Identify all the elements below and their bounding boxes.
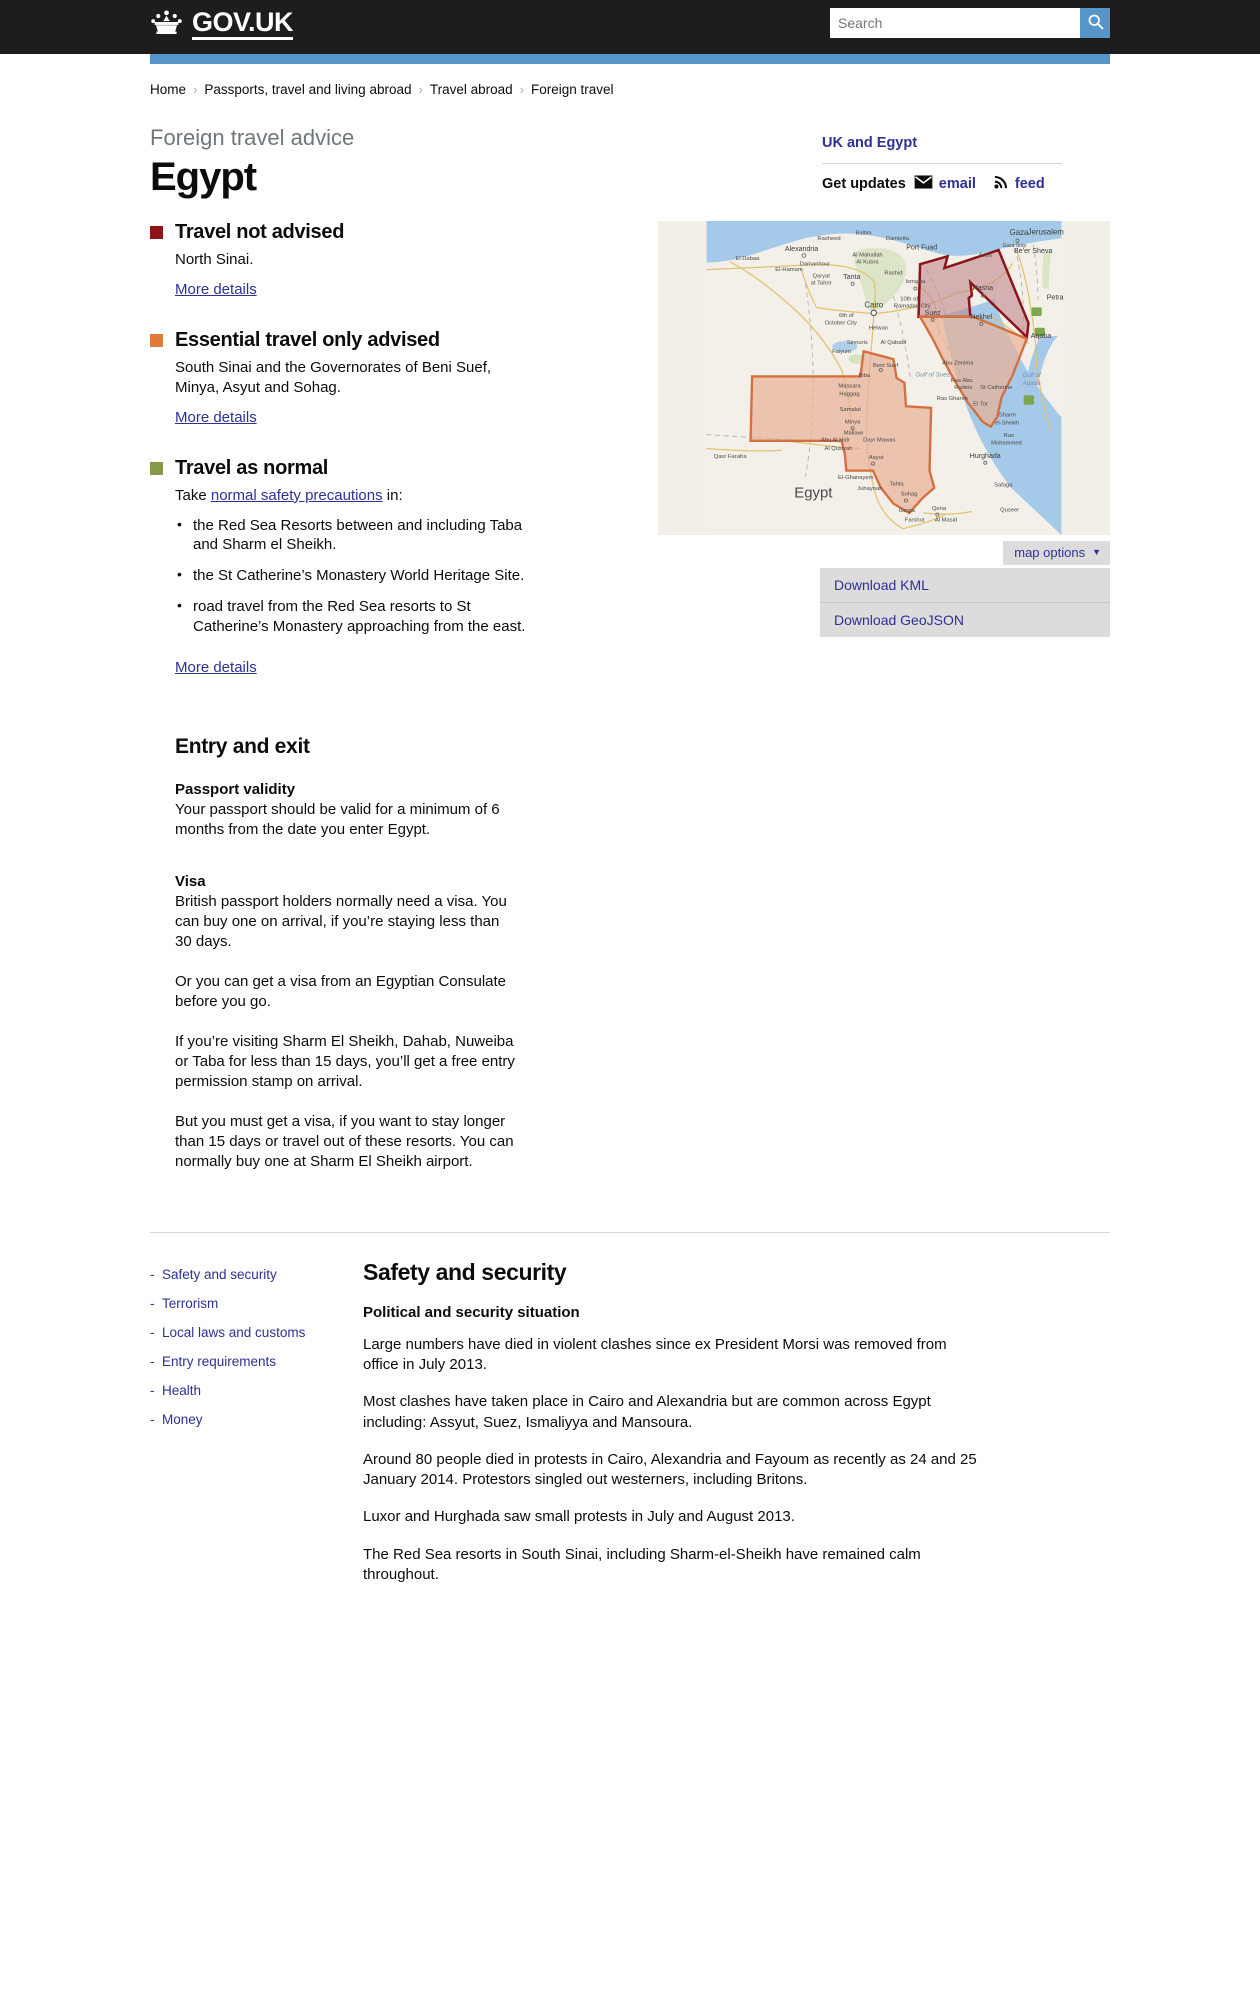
svg-text:Qasr Farafra: Qasr Farafra: [713, 454, 747, 461]
advisory-travel-as-normal: [150, 457, 530, 677]
page-meta: [822, 135, 1062, 193]
svg-text:Faiyum: Faiyum: [832, 349, 852, 356]
visa-paragraph: But you must get a visa, if you want to stay longer than 15 days or travel out of these resorts. You can normally buy one at Sharm El Sheikh airport.: [175, 1112, 514, 1170]
svg-text:Alexandria: Alexandria: [784, 246, 819, 254]
svg-text:Gaza Strip: Gaza Strip: [1002, 243, 1027, 250]
part-nav-item-money[interactable]: [150, 1412, 340, 1427]
more-details-link-orange[interactable]: More details: [175, 408, 257, 426]
more-details-link-green[interactable]: More details: [175, 658, 257, 676]
svg-text:Abu Al Hidr: Abu Al Hidr: [820, 437, 850, 444]
visa-paragraph: British passport holders normally need a visa. You can buy one on arrival, if you’re staying less than 30 days.: [175, 893, 507, 951]
part-nav-link[interactable]: Terrorism: [162, 1295, 219, 1311]
svg-text:Gulf of Suez: Gulf of Suez: [915, 371, 950, 379]
part-nav-item-safety-and-security[interactable]: [150, 1267, 340, 1282]
page-title-block: [150, 125, 1110, 199]
svg-text:Rudeis: Rudeis: [954, 385, 973, 392]
svg-text:Rasheed: Rasheed: [817, 236, 841, 243]
map-options-label: map options: [1014, 545, 1086, 561]
map-country-label: Egypt: [794, 485, 833, 502]
svg-text:Al Qusiyah: Al Qusiyah: [824, 446, 853, 453]
list-item: • the Red Sea Resorts between and including Taba and Sharm el Sheikh.: [175, 516, 530, 556]
govuk-logo-link[interactable]: [150, 9, 293, 40]
svg-text:Baltim: Baltim: [855, 230, 872, 237]
part-nav-link[interactable]: Entry requirements: [162, 1353, 277, 1369]
advisory-title: Travel as normal: [175, 456, 329, 479]
advisory-title: Essential travel only advised: [175, 329, 440, 352]
svg-text:Beni Suef: Beni Suef: [872, 363, 899, 370]
svg-text:Biba: Biba: [858, 373, 871, 380]
advisory-lead-suffix: in:: [382, 486, 403, 504]
svg-text:Massara: Massara: [838, 383, 861, 390]
breadcrumb-item-home[interactable]: Home: [150, 82, 187, 97]
svg-text:Safaga: Safaga: [994, 482, 1013, 489]
breadcrumb: [150, 64, 1110, 97]
svg-text:10th of: 10th of: [900, 296, 918, 303]
svg-text:Al Masid: Al Masid: [934, 518, 958, 525]
safety-and-security-content: [340, 1259, 980, 1602]
breadcrumb-item-travel-abroad[interactable]: Travel abroad: [429, 82, 513, 97]
email-label: email: [938, 175, 976, 192]
orange-square-icon: [150, 334, 163, 347]
svg-text:Qaryat: Qaryat: [812, 273, 830, 280]
red-square-icon: [150, 226, 163, 239]
svg-text:Nekhel: Nekhel: [970, 314, 993, 322]
visa-paragraph: Or you can get a visa from an Egyptian Consulate before you go.: [175, 973, 507, 1011]
svg-text:Farshut: Farshut: [904, 518, 925, 525]
svg-text:Al Mahallah: Al Mahallah: [852, 252, 883, 259]
svg-text:Sinnuris: Sinnuris: [846, 340, 868, 347]
breadcrumb-separator-icon: ›: [418, 82, 423, 97]
lower-section: [150, 1232, 1110, 1602]
svg-text:Gulf of: Gulf of: [1022, 372, 1041, 380]
more-details-link-red[interactable]: More details: [175, 281, 257, 299]
advisory-body: North Sinai.: [175, 251, 254, 269]
page-pretitle: Foreign travel advice: [150, 125, 355, 150]
svg-text:Juhaynah: Juhaynah: [857, 486, 883, 493]
svg-text:Mallawi: Mallawi: [843, 430, 864, 437]
get-updates-label: Get updates: [822, 175, 906, 192]
advisory-lead: [175, 486, 530, 506]
svg-text:Tanta: Tanta: [843, 274, 861, 282]
breadcrumb-separator-icon: ›: [519, 82, 524, 97]
svg-text:October City: October City: [824, 321, 857, 328]
svg-text:Be’er Sheva: Be’er Sheva: [1013, 248, 1053, 256]
safety-heading: Safety and security: [363, 1258, 567, 1285]
svg-text:Haggag: Haggag: [839, 391, 860, 398]
passport-validity-text: Your passport should be valid for a minimum of 6 months from the date you enter Egypt.: [175, 800, 500, 838]
part-nav-link[interactable]: Local laws and customs: [162, 1324, 306, 1340]
search-button[interactable]: [1080, 8, 1110, 38]
svg-text:Dayr Mawas: Dayr Mawas: [863, 437, 896, 444]
svg-text:Port Fuad: Port Fuad: [906, 244, 938, 252]
svg-text:Ramadan City: Ramadan City: [893, 303, 931, 310]
safety-paragraph: Around 80 people died in protests in Cairo, Alexandria and Fayoum as recently as 24 and 25 January 2014. Protestors singled out westerners, including Britons.: [363, 1450, 977, 1488]
rss-icon: [994, 174, 1009, 193]
meta-divider: [822, 163, 1062, 164]
safety-paragraph: The Red Sea resorts in South Sinai, including Sharm-el-Sheikh have remained calm throughout.: [363, 1545, 921, 1583]
svg-text:Aqaba: Aqaba: [1022, 380, 1041, 388]
svg-text:at Tahrir: at Tahrir: [810, 280, 832, 287]
get-updates-row: [822, 174, 1062, 193]
safety-paragraph: Most clashes have taken place in Cairo and Alexandria but are common across Egypt including: Assyut, Suez, Ismaliyya and Mansoura.: [363, 1393, 931, 1431]
svg-text:Samalut: Samalut: [839, 407, 861, 414]
svg-text:el-Sheikh: el-Sheikh: [995, 420, 1020, 427]
map-options-menu: [820, 568, 1110, 637]
green-square-icon: [150, 462, 163, 475]
svg-text:Ras Ghareb: Ras Ghareb: [936, 396, 968, 403]
svg-text:Al Kubra: Al Kubra: [856, 259, 879, 266]
svg-text:Helwan: Helwan: [868, 325, 889, 332]
part-nav-item-entry-requirements[interactable]: [150, 1354, 340, 1369]
feed-label: feed: [1014, 175, 1045, 192]
svg-text:Sharm: Sharm: [998, 412, 1016, 419]
passport-validity-heading: Passport validity: [175, 780, 296, 798]
political-situation-heading: Political and security situation: [363, 1303, 580, 1321]
svg-text:El-Ghanayem: El-Ghanayem: [838, 475, 874, 482]
svg-text:Hurghada: Hurghada: [969, 453, 1001, 461]
svg-text:Rashid: Rashid: [884, 270, 903, 277]
list-item: • road travel from the Red Sea resorts to St Catherine’s Monastery approaching from the east.: [175, 597, 530, 637]
advisory-travel-not-advised: [150, 221, 530, 299]
svg-text:Ismailia: Ismailia: [905, 279, 926, 286]
email-updates-link[interactable]: [914, 175, 976, 193]
part-nav-item-terrorism[interactable]: [150, 1296, 340, 1311]
part-nav-item-local-laws-and-customs[interactable]: [150, 1325, 340, 1340]
part-nav-link[interactable]: Health: [162, 1382, 202, 1398]
part-nav-link[interactable]: Safety and security: [162, 1266, 277, 1282]
site-header: [0, 0, 1260, 54]
part-nav-link[interactable]: Money: [162, 1411, 203, 1427]
svg-text:Qena: Qena: [931, 506, 947, 513]
part-nav-item-health[interactable]: [150, 1383, 340, 1398]
crown-icon: [150, 9, 183, 40]
svg-text:Ras Abu: Ras Abu: [950, 378, 973, 385]
svg-text:Tahta: Tahta: [889, 481, 904, 488]
brand-text: GOV.UK: [192, 9, 293, 40]
svg-text:Ras: Ras: [1003, 433, 1014, 440]
svg-text:Quseer: Quseer: [1000, 507, 1020, 514]
breadcrumb-item-foreign-travel[interactable]: Foreign travel: [530, 82, 614, 97]
svg-text:Abu Zenima: Abu Zenima: [942, 361, 974, 368]
svg-text:Al Qababt: Al Qababt: [880, 340, 907, 347]
svg-text:Suez: Suez: [924, 310, 941, 318]
entry-and-exit-heading: Entry and exit: [175, 734, 310, 758]
page-title: Egypt: [150, 155, 257, 200]
svg-text:El Tor: El Tor: [973, 401, 988, 408]
normal-safety-precautions-link[interactable]: normal safety precautions: [210, 486, 383, 504]
svg-text:Mohammed: Mohammed: [991, 441, 1022, 448]
download-geojson-link[interactable]: Download GeoJSON: [820, 602, 1110, 637]
svg-text:Petra: Petra: [1046, 294, 1064, 302]
travel-advice-map[interactable]: [658, 221, 1110, 535]
svg-text:Aqaba: Aqaba: [1030, 333, 1052, 341]
map-controls: [658, 541, 1110, 565]
svg-text:El-Hamam: El-Hamam: [775, 267, 803, 274]
svg-text:Arish: Arish: [978, 253, 992, 260]
svg-text:Damanhour: Damanhour: [799, 262, 831, 269]
svg-text:Hasna: Hasna: [972, 285, 994, 293]
map-options-button[interactable]: [1003, 541, 1110, 565]
uk-and-egypt-link[interactable]: UK and Egypt: [822, 135, 918, 151]
map-panel: [658, 221, 1110, 637]
part-navigation: [150, 1259, 340, 1602]
advisory-body: South Sinai and the Governorates of Beni Suef, Minya, Asyut and Sohag.: [175, 359, 492, 396]
list-item: • the St Catherine’s Monastery World Heritage Site.: [175, 566, 530, 586]
svg-text:Sohag: Sohag: [900, 492, 918, 499]
svg-text:Gaza: Gaza: [1009, 228, 1029, 238]
svg-text:Damietta: Damietta: [885, 236, 909, 243]
visa-paragraph: If you’re visiting Sharm El Sheikh, Dahab, Nuweiba or Taba for less than 15 days, you’ll get a free entry permission stamp on arrival.: [175, 1033, 515, 1090]
travel-as-normal-list: [175, 516, 530, 637]
envelope-icon: [914, 175, 933, 193]
visa-heading: Visa: [175, 873, 206, 891]
breadcrumb-separator-icon: ›: [193, 82, 198, 97]
feed-updates-link[interactable]: [994, 174, 1045, 193]
svg-text:Asyut: Asyut: [868, 455, 884, 462]
svg-text:Jerusalem: Jerusalem: [1027, 227, 1064, 237]
chevron-down-icon: ▼: [1092, 547, 1101, 558]
search-icon: [1087, 13, 1104, 33]
advisory-essential-travel-only: [150, 329, 530, 427]
svg-text:Gerga: Gerga: [898, 508, 915, 515]
advisory-title: Travel not advised: [175, 221, 345, 244]
breadcrumb-item-passports[interactable]: Passports, travel and living abroad: [204, 82, 412, 97]
svg-text:El Dabaa: El Dabaa: [735, 256, 760, 263]
proposition-bar: [150, 54, 1110, 64]
safety-paragraph: Large numbers have died in violent clashes since ex President Morsi was removed from office in July 2013.: [363, 1335, 947, 1373]
safety-paragraph: Luxor and Hurghada saw small protests in July and August 2013.: [363, 1508, 795, 1526]
svg-text:Minya: Minya: [844, 419, 861, 426]
svg-text:Cairo: Cairo: [864, 300, 884, 310]
download-kml-link[interactable]: Download KML: [834, 577, 929, 594]
advisory-column: [150, 221, 530, 1171]
advisory-lead-prefix: Take: [175, 486, 211, 504]
svg-text:St Catherine: St Catherine: [980, 385, 1013, 392]
site-search[interactable]: [830, 8, 1110, 38]
svg-text:6th of: 6th of: [839, 313, 854, 320]
search-input[interactable]: [830, 8, 1080, 38]
